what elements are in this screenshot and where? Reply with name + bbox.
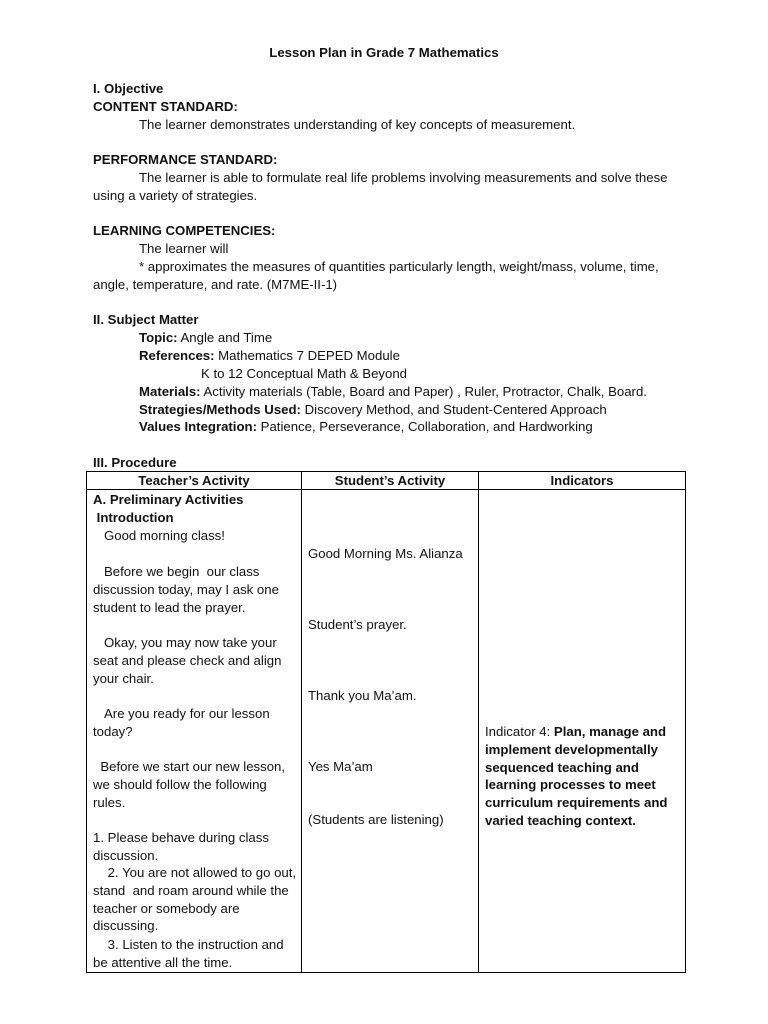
column-header-indicators: Indicators	[479, 472, 686, 490]
topic-row	[139, 329, 272, 347]
introduction-heading: Introduction	[93, 510, 174, 525]
procedure-table	[86, 471, 686, 973]
content-standard-label: CONTENT STANDARD:	[93, 99, 238, 114]
teacher-ready-question: Are you ready for our lesson today?	[93, 706, 274, 739]
table-row	[87, 490, 686, 973]
indicators-cell	[479, 490, 686, 973]
performance-standard-line1: The learner is able to formulate real life problems involving measurements and solve these	[139, 170, 668, 185]
learning-competencies-label: LEARNING COMPETENCIES:	[93, 223, 276, 238]
competency-line1: * approximates the measures of quantities particularly length, weight/mass, volume, time,	[139, 259, 659, 274]
student-prayer: Student’s prayer.	[308, 617, 407, 632]
materials-value: Activity materials (Table, Board and Paper) , Ruler, Protractor, Chalk, Board.	[203, 384, 647, 399]
student-thanks: Thank you Ma’am.	[308, 688, 417, 703]
student-listening: (Students are listening)	[308, 812, 444, 827]
subject-matter-heading: II. Subject Matter	[93, 312, 199, 327]
column-header-student: Student’s Activity	[302, 472, 479, 490]
topic-label: Topic:	[139, 330, 178, 345]
page-title: Lesson Plan in Grade 7 Mathematics	[269, 45, 499, 60]
rule-1: 1. Please behave during class discussion.	[93, 830, 273, 863]
teacher-prayer-request: Before we begin our class discussion today, may I ask one student to lead the prayer.	[93, 564, 283, 615]
competency-line2: angle, temperature, and rate. (M7ME-II-1)	[93, 277, 338, 292]
rule-3: 3. Listen to the instruction and be attentive all the time.	[93, 937, 288, 970]
student-yes: Yes Ma’am	[308, 759, 373, 774]
learner-will-text: The learner will	[139, 241, 229, 256]
values-label: Values Integration:	[139, 419, 257, 434]
strategies-row	[139, 401, 607, 419]
values-row	[139, 418, 593, 436]
topic-value: Angle and Time	[180, 330, 273, 345]
procedure-heading: III. Procedure	[93, 455, 177, 470]
content-standard-text: The learner demonstrates understanding of key concepts of measurement.	[139, 117, 576, 132]
preliminary-activities-heading: A. Preliminary Activities	[93, 492, 244, 507]
objective-heading: I. Objective	[93, 81, 164, 96]
values-value: Patience, Perseverance, Collaboration, and Hardworking	[260, 419, 593, 434]
student-activity-cell	[302, 490, 479, 973]
indicator-prefix: Indicator 4:	[485, 724, 554, 739]
references-row	[139, 347, 400, 365]
teacher-activity-cell	[87, 490, 302, 973]
column-header-teacher: Teacher’s Activity	[87, 472, 302, 490]
indicator-description: Plan, manage and implement developmentally sequenced teaching and learning processes to meet curriculum requirements and varied teaching context.	[485, 724, 668, 828]
rule-2: 2. You are not allowed to go out, stand and roam around while the teacher or somebody are discussing.	[93, 865, 300, 934]
teacher-greeting: Good morning class!	[93, 528, 225, 543]
references-label: References:	[139, 348, 215, 363]
teacher-rules-intro: Before we start our new lesson, we should follow the following rules.	[93, 759, 289, 810]
performance-standard-label: PERFORMANCE STANDARD:	[93, 152, 278, 167]
procedure-table-header	[87, 472, 686, 490]
references-value-2: K to 12 Conceptual Math & Beyond	[201, 366, 408, 381]
strategies-value: Discovery Method, and Student-Centered Approach	[304, 402, 607, 417]
performance-standard-line2: using a variety of strategies.	[93, 188, 258, 203]
student-greeting-reply: Good Morning Ms. Alianza	[308, 546, 463, 561]
materials-label: Materials:	[139, 384, 201, 399]
teacher-seat-instruction: Okay, you may now take your seat and please check and align your chair.	[93, 635, 286, 686]
strategies-label: Strategies/Methods Used:	[139, 402, 301, 417]
indicator-4-text	[485, 723, 681, 830]
materials-row	[139, 383, 647, 401]
references-value-1: Mathematics 7 DEPED Module	[218, 348, 400, 363]
